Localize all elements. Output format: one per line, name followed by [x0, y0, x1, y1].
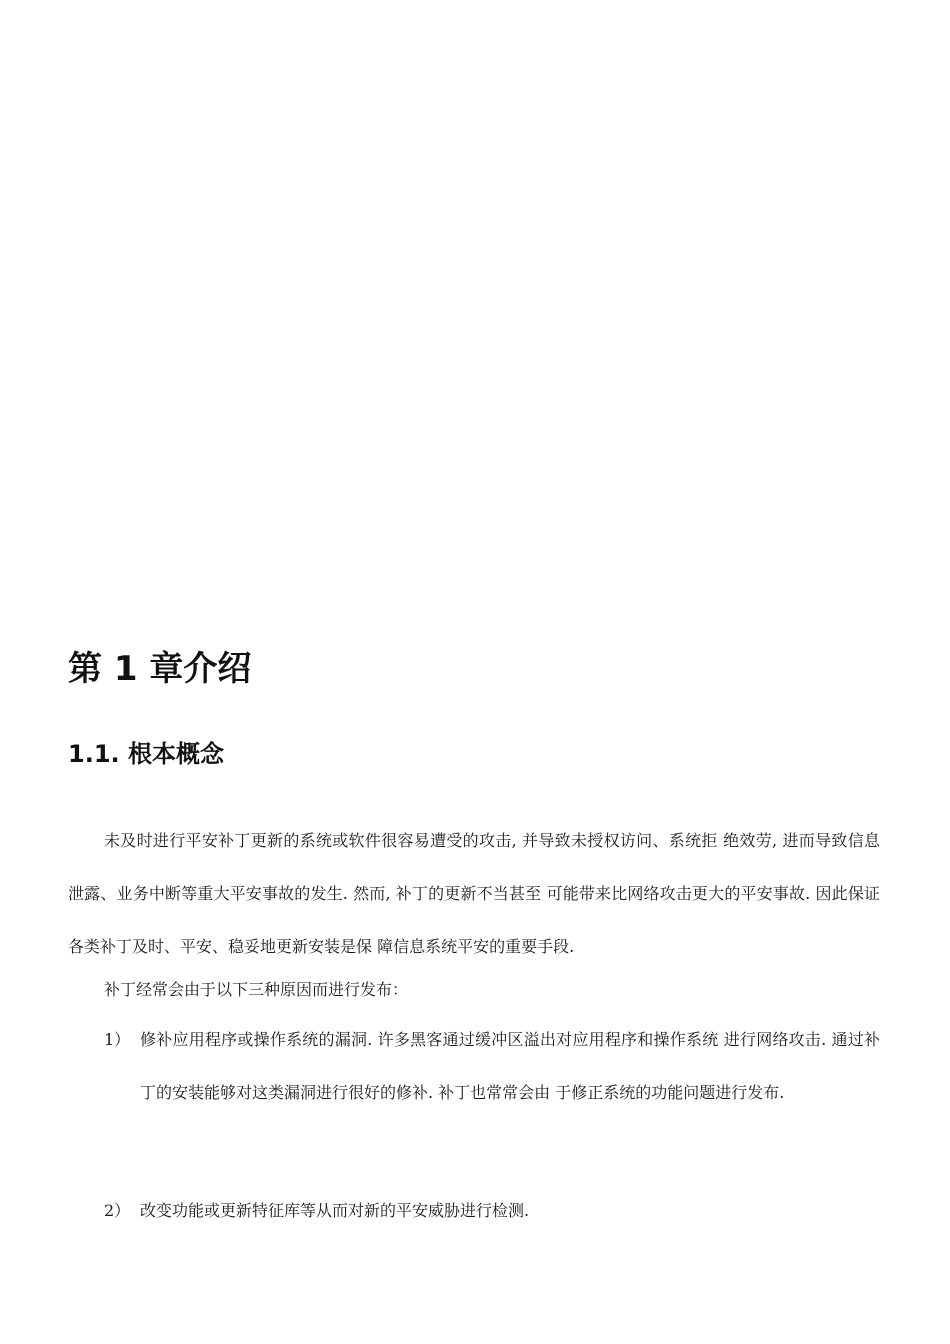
list-item-text: 改变功能或更新特征库等从而对新的平安威胁进行检测. [140, 1201, 530, 1220]
chapter-title: 第 1 章介绍 [68, 649, 252, 689]
section-title: 1.1. 根本概念 [68, 740, 224, 768]
list-marker: 1） [104, 1030, 131, 1049]
list-item [104, 1027, 880, 1119]
list-item-text: 修补应用程序或操作系统的漏洞. 许多黑客通过缓冲区溢出对应用程序和操作系统 进行网络攻击. 通过补丁的安装能够对这类漏洞进行很好的修补. 补丁也常常会由 于修正系统的功能问题进行发布. [140, 1030, 880, 1102]
reasons-lead-paragraph: 补丁经常会由于以下三种原因而进行发布： [104, 980, 409, 999]
list-item [104, 1199, 880, 1223]
intro-paragraph: 未及时进行平安补丁更新的系统或软件很容易遭受的攻击, 并导致未授权访问、系统拒 绝效劳, 进而导致信息泄露、业务中断等重大平安事故的发生. 然而, 补丁的更新不当甚至 可能带来比网络攻击更大的平安事故. 因此保证各类补丁及时、平安、稳妥地更新安装是保 障信息系统平安的重要手段. [68, 831, 880, 956]
list-marker: 2） [104, 1201, 131, 1220]
